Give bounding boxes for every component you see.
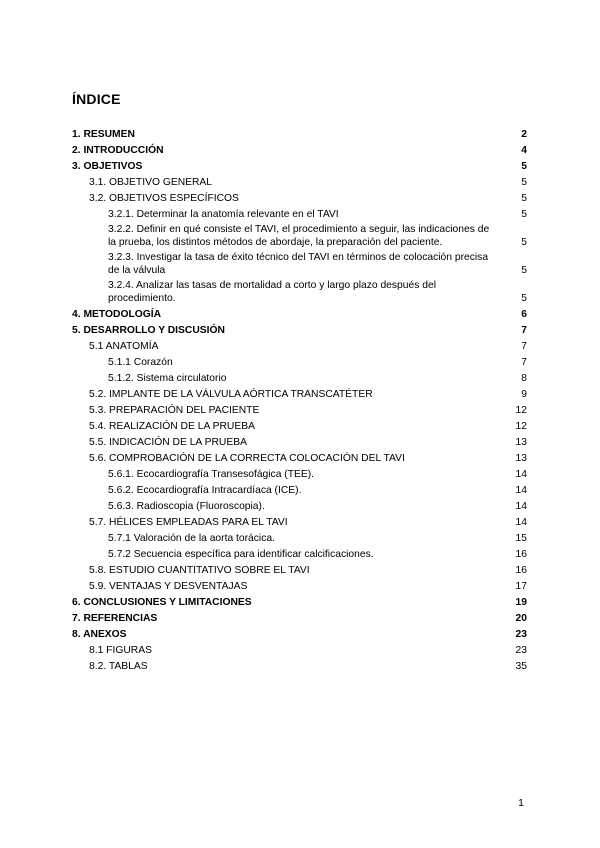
- toc-entry-title: 5.7.2 Secuencia específica para identificar calcificaciones.: [108, 549, 374, 560]
- toc-entry[interactable]: [72, 498, 527, 514]
- toc-entry-title: 3.2.4. Analizar las tasas de mortalidad a corto y largo plazo después del procedimiento.: [108, 280, 436, 304]
- toc-entry-title: 5.1.2. Sistema circulatorio: [108, 373, 227, 384]
- toc-entry-page: 19: [515, 597, 527, 608]
- toc-entry-page: 5: [521, 161, 527, 172]
- toc-entry-page: 16: [515, 549, 527, 560]
- toc-entry-title: 5.4. REALIZACIÓN DE LA PRUEBA: [89, 421, 255, 432]
- toc-entry-page: 7: [521, 325, 527, 336]
- toc-entry-page: 13: [515, 437, 527, 448]
- toc-entry-title: 3. OBJETIVOS: [72, 161, 143, 172]
- toc-entry-title: 5.9. VENTAJAS Y DESVENTAJAS: [89, 581, 248, 592]
- toc-entry-title: 5.3. PREPARACIÓN DEL PACIENTE: [89, 405, 260, 416]
- toc-entry-page: 20: [515, 613, 527, 624]
- toc-entry[interactable]: [72, 142, 527, 158]
- toc-entry-page: 14: [515, 485, 527, 496]
- toc-entry-page: 5: [521, 193, 527, 204]
- toc-entry-title: 6. CONCLUSIONES Y LIMITACIONES: [72, 597, 252, 608]
- toc-entry-title: 5. DESARROLLO Y DISCUSIÓN: [72, 325, 225, 336]
- toc-entry-page: 13: [515, 453, 527, 464]
- toc-entry[interactable]: [72, 126, 527, 142]
- toc-entry[interactable]: [72, 418, 527, 434]
- toc-entry-title: 7. REFERENCIAS: [72, 613, 158, 624]
- toc-entry[interactable]: [72, 190, 527, 206]
- toc-entry-page: 5: [521, 293, 527, 304]
- toc-entry-page: 23: [515, 645, 527, 656]
- toc-entry-title: 3.1. OBJETIVO GENERAL: [89, 177, 213, 188]
- toc-entry[interactable]: [72, 206, 527, 222]
- toc-entry-page: 14: [515, 501, 527, 512]
- toc-entry[interactable]: [72, 354, 527, 370]
- toc-entry[interactable]: [72, 434, 527, 450]
- toc-entry[interactable]: [72, 174, 527, 190]
- table-of-contents: [72, 126, 527, 674]
- toc-entry[interactable]: [72, 386, 527, 402]
- toc-entry-title: 4. METODOLOGÍA: [72, 309, 162, 320]
- toc-entry-page: 8: [521, 373, 527, 384]
- toc-entry-title: 8.1 FIGURAS: [89, 645, 152, 656]
- toc-entry-page: 17: [515, 581, 527, 592]
- toc-entry-title: 5.6.2. Ecocardiografía Intracardíaca (ICE).: [108, 485, 302, 496]
- toc-entry-title: 5.1 ANATOMÍA: [89, 341, 159, 352]
- toc-entry[interactable]: [72, 402, 527, 418]
- toc-entry-page: 14: [515, 469, 527, 480]
- toc-entry[interactable]: [72, 370, 527, 386]
- toc-entry-title: 5.7. HÉLICES EMPLEADAS PARA EL TAVI: [89, 517, 288, 528]
- toc-entry[interactable]: [72, 546, 527, 562]
- toc-entry[interactable]: [72, 278, 527, 306]
- toc-entry-page: 16: [515, 565, 527, 576]
- toc-entry-page: 15: [515, 533, 527, 544]
- toc-entry-title: 5.5. INDICACIÓN DE LA PRUEBA: [89, 437, 247, 448]
- toc-entry-page: 5: [521, 177, 527, 188]
- toc-entry[interactable]: [72, 222, 527, 250]
- toc-entry[interactable]: [72, 306, 527, 322]
- toc-entry-title: 5.6. COMPROBACIÓN DE LA CORRECTA COLOCACIÓN DEL TAVI: [89, 453, 405, 464]
- toc-entry[interactable]: [72, 530, 527, 546]
- toc-entry-page: 4: [521, 145, 527, 156]
- toc-entry-page: 2: [521, 129, 527, 140]
- toc-entry[interactable]: [72, 250, 527, 278]
- page-title: ÍNDICE: [72, 91, 121, 107]
- toc-entry[interactable]: [72, 322, 527, 338]
- toc-entry-page: 6: [521, 309, 527, 320]
- toc-entry[interactable]: [72, 610, 527, 626]
- toc-entry-title: 2. INTRODUCCIÓN: [72, 145, 164, 156]
- toc-entry[interactable]: [72, 514, 527, 530]
- toc-entry[interactable]: [72, 158, 527, 174]
- toc-entry[interactable]: [72, 482, 527, 498]
- toc-entry[interactable]: [72, 338, 527, 354]
- toc-entry[interactable]: [72, 642, 527, 658]
- toc-entry-title: 1. RESUMEN: [72, 129, 135, 140]
- toc-entry-title: 8.2. TABLAS: [89, 661, 148, 672]
- toc-entry-title: 8. ANEXOS: [72, 629, 127, 640]
- toc-entry[interactable]: [72, 658, 527, 674]
- toc-entry-page: 9: [521, 389, 527, 400]
- toc-entry-title: 5.8. ESTUDIO CUANTITATIVO SOBRE EL TAVI: [89, 565, 310, 576]
- toc-entry-title: 3.2.3. Investigar la tasa de éxito técnico del TAVI en términos de colocación precisa de la válvula: [108, 252, 489, 276]
- toc-entry-page: 12: [515, 421, 527, 432]
- toc-entry-page: 35: [515, 661, 527, 672]
- toc-entry-title: 5.2. IMPLANTE DE LA VÁLVULA AÓRTICA TRANSCATÉTER: [89, 389, 373, 400]
- toc-entry-page: 5: [521, 265, 527, 276]
- toc-entry-title: 3.2. OBJETIVOS ESPECÍFICOS: [89, 193, 239, 204]
- toc-entry-title: 5.1.1 Corazón: [108, 357, 173, 368]
- toc-entry-title: 5.6.3. Radioscopia (Fluoroscopia).: [108, 501, 265, 512]
- toc-entry-title: 3.2.1. Determinar la anatomía relevante en el TAVI: [108, 209, 339, 220]
- toc-entry-page: 7: [521, 341, 527, 352]
- toc-entry[interactable]: [72, 626, 527, 642]
- toc-entry-title: 5.7.1 Valoración de la aorta torácica.: [108, 533, 275, 544]
- toc-entry-page: 23: [515, 629, 527, 640]
- toc-entry-page: 5: [521, 237, 527, 248]
- toc-entry-title: 3.2.2. Definir en qué consiste el TAVI, el procedimiento a seguir, las indicaciones de la prueba, los distintos métodos de abordaje, la preparación del paciente.: [108, 224, 490, 248]
- toc-entry-page: 12: [515, 405, 527, 416]
- toc-entry[interactable]: [72, 594, 527, 610]
- toc-entry-title: 5.6.1. Ecocardiografía Transesofágica (TEE).: [108, 469, 315, 480]
- page-number: 1: [518, 797, 524, 809]
- toc-entry-page: 14: [515, 517, 527, 528]
- toc-entry-page: 7: [521, 357, 527, 368]
- toc-entry-page: 5: [521, 209, 527, 220]
- toc-entry[interactable]: [72, 578, 527, 594]
- toc-entry[interactable]: [72, 562, 527, 578]
- toc-entry[interactable]: [72, 466, 527, 482]
- toc-entry[interactable]: [72, 450, 527, 466]
